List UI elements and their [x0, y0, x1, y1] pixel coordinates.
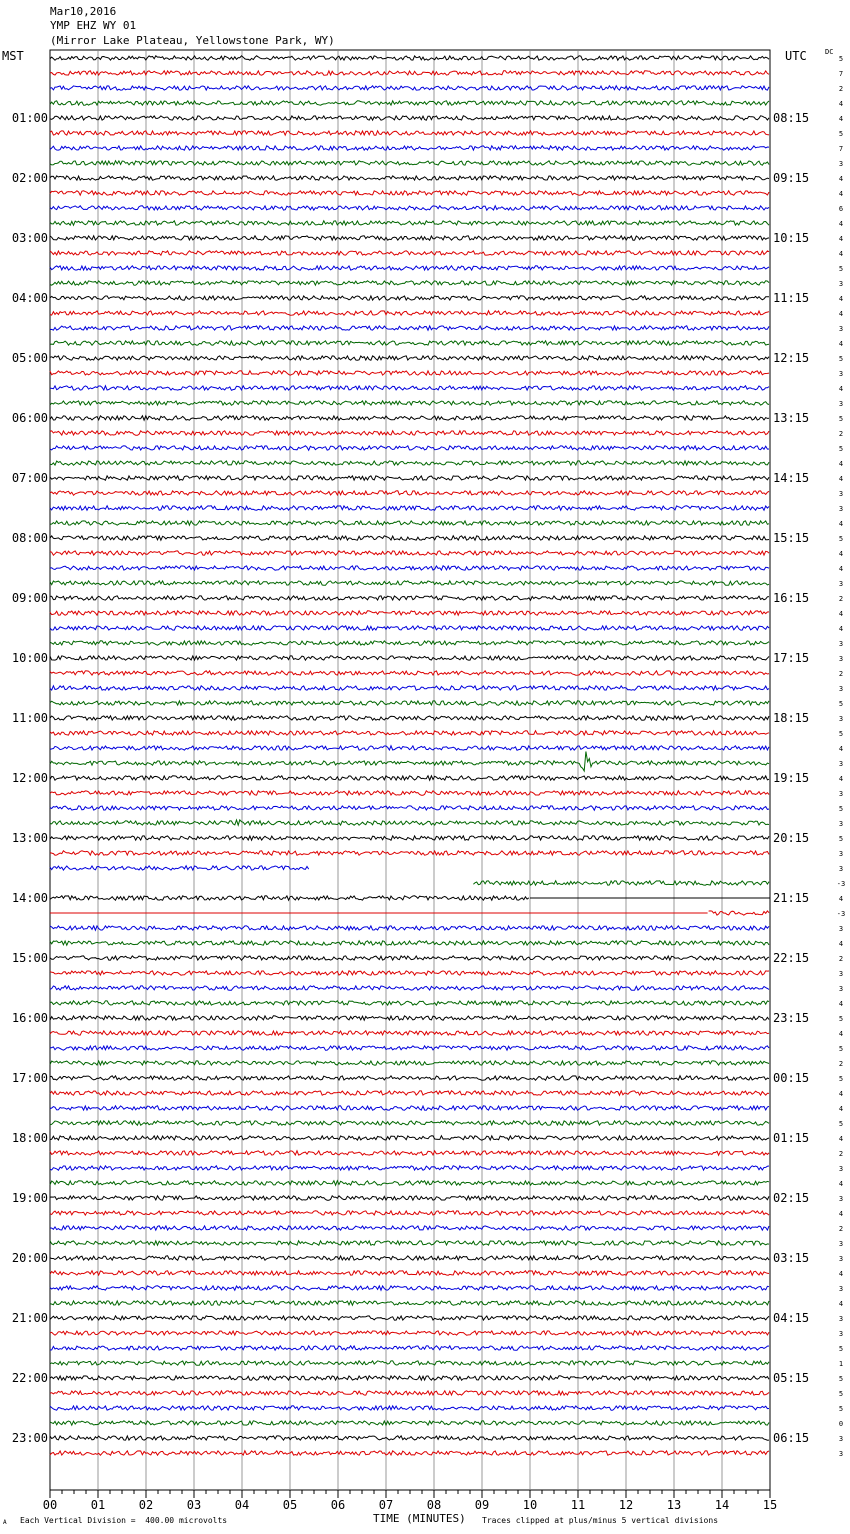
trace-60 — [50, 956, 769, 960]
x-tick-label: 15 — [762, 1498, 778, 1512]
trace-23 — [50, 401, 769, 405]
dc-offset-label: 3 — [838, 1330, 844, 1338]
trace-79 — [50, 1241, 769, 1245]
x-tick-label: 05 — [282, 1498, 298, 1512]
dc-offset-label: 4 — [838, 1000, 844, 1008]
utc-hour-label: 01:15 — [773, 1131, 810, 1145]
utc-hour-label: 09:15 — [773, 171, 810, 185]
trace-49 — [50, 791, 769, 795]
utc-hour-label: 13:15 — [773, 411, 810, 425]
mst-hour-label: 02:00 — [11, 171, 48, 185]
mst-hour-label: 08:00 — [11, 531, 48, 545]
trace-35 — [50, 581, 769, 585]
utc-hour-label: 05:15 — [773, 1371, 810, 1385]
utc-label: UTC — [785, 49, 807, 63]
dc-offset-label: 3 — [838, 985, 844, 993]
trace-75 — [50, 1181, 769, 1185]
dc-offset-label: 2 — [838, 595, 844, 603]
dc-offset-label: 3 — [838, 640, 844, 648]
trace-90 — [50, 1406, 769, 1410]
utc-hour-label: 22:15 — [773, 951, 810, 965]
trace-9 — [50, 191, 769, 195]
dc-offset-label: 3 — [838, 1315, 844, 1323]
utc-hour-label: 23:15 — [773, 1011, 810, 1025]
trace-73 — [50, 1151, 769, 1155]
utc-hour-label: 21:15 — [773, 891, 810, 905]
utc-hour-label: 10:15 — [773, 231, 810, 245]
trace-53 — [50, 851, 769, 855]
trace-13 — [50, 251, 769, 255]
dc-offset-label: 5 — [838, 445, 844, 453]
dc-offset-label: 3 — [838, 970, 844, 978]
trace-42 — [50, 686, 769, 690]
trace-87 — [50, 1361, 769, 1365]
mst-hour-label: 11:00 — [11, 711, 48, 725]
trace-56 — [50, 896, 529, 900]
x-tick-label: 09 — [474, 1498, 490, 1512]
trace-10 — [50, 206, 769, 210]
trace-85 — [50, 1331, 769, 1335]
trace-47 — [50, 752, 769, 772]
trace-93 — [50, 1451, 769, 1455]
trace-45 — [50, 731, 769, 735]
dc-offset-label: 3 — [838, 655, 844, 663]
mst-hour-label: 03:00 — [11, 231, 48, 245]
dc-offset-label: 6 — [838, 205, 844, 213]
dc-offset-label: 4 — [838, 625, 844, 633]
x-tick-label: 07 — [378, 1498, 394, 1512]
corner-mark: A — [3, 1519, 7, 1526]
utc-hour-label: 19:15 — [773, 771, 810, 785]
dc-offset-label: 1 — [838, 1360, 844, 1368]
trace-80 — [50, 1256, 769, 1260]
x-tick-label: 01 — [90, 1498, 106, 1512]
x-tick-label: 14 — [714, 1498, 730, 1512]
trace-81 — [50, 1271, 769, 1275]
utc-hour-label: 06:15 — [773, 1431, 810, 1445]
dc-offset-label: 4 — [838, 475, 844, 483]
trace-66 — [50, 1046, 769, 1050]
mst-hour-label: 17:00 — [11, 1071, 48, 1085]
dc-offset-label: 4 — [838, 175, 844, 183]
trace-31 — [50, 521, 769, 525]
dc-offset-label: 2 — [838, 1225, 844, 1233]
trace-14 — [50, 266, 769, 270]
dc-offset-label: 3 — [838, 1255, 844, 1263]
dc-offset-label: 3 — [838, 760, 844, 768]
dc-offset-label: 5 — [838, 1390, 844, 1398]
dc-offset-label: 5 — [838, 1120, 844, 1128]
dc-offset-label: 5 — [838, 805, 844, 813]
mst-hour-label: 23:00 — [11, 1431, 48, 1445]
trace-2 — [50, 86, 769, 90]
dc-offset-label: 0 — [838, 1420, 844, 1428]
trace-3 — [50, 101, 769, 105]
trace-59 — [50, 941, 769, 945]
dc-offset-label: 3 — [838, 505, 844, 513]
trace-69 — [50, 1091, 769, 1095]
dc-offset-label: 4 — [838, 1300, 844, 1308]
x-tick-label: 02 — [138, 1498, 154, 1512]
trace-64 — [50, 1016, 769, 1020]
trace-74 — [50, 1166, 769, 1170]
x-tick-label: 08 — [426, 1498, 442, 1512]
trace-51 — [50, 820, 769, 825]
trace-82 — [50, 1286, 769, 1290]
dc-offset-label: 4 — [838, 610, 844, 618]
trace-58 — [50, 926, 769, 930]
mst-hour-label: 06:00 — [11, 411, 48, 425]
trace-29 — [50, 491, 769, 495]
dc-offset-label: 5 — [838, 1075, 844, 1083]
trace-28 — [50, 476, 769, 480]
trace-57 — [709, 911, 769, 915]
trace-24 — [50, 416, 769, 420]
dc-offset-label: 5 — [838, 130, 844, 138]
x-axis-label: TIME (MINUTES) — [373, 1512, 466, 1525]
trace-6 — [50, 146, 769, 150]
dc-offset-label: 5 — [838, 535, 844, 543]
dc-offset-label: 4 — [838, 775, 844, 783]
dc-offset-label: 7 — [838, 70, 844, 78]
trace-83 — [50, 1301, 769, 1305]
utc-hour-label: 00:15 — [773, 1071, 810, 1085]
trace-63 — [50, 1001, 769, 1005]
dc-offset-label: 4 — [838, 115, 844, 123]
dc-offset-label: 4 — [838, 310, 844, 318]
trace-39 — [50, 641, 769, 645]
dc-offset-label: 3 — [838, 325, 844, 333]
dc-offset-label: 4 — [838, 565, 844, 573]
mst-hour-label: 22:00 — [11, 1371, 48, 1385]
x-tick-label: 00 — [42, 1498, 58, 1512]
dc-offset-label: 5 — [838, 835, 844, 843]
trace-25 — [50, 431, 769, 435]
trace-70 — [50, 1106, 769, 1110]
utc-hour-label: 15:15 — [773, 531, 810, 545]
dc-offset-label: 4 — [838, 1135, 844, 1143]
trace-38 — [50, 626, 769, 630]
header-date: Mar10,2016 — [50, 5, 117, 18]
dc-offset-label: 3 — [838, 1240, 844, 1248]
mst-hour-label: 07:00 — [11, 471, 48, 485]
trace-36 — [50, 596, 769, 600]
dc-offset-label: 5 — [838, 1345, 844, 1353]
dc-offset-label: 4 — [838, 220, 844, 228]
dc-offset-label: 4 — [838, 100, 844, 108]
dc-offset-label: 4 — [838, 295, 844, 303]
dc-offset-label: 2 — [838, 85, 844, 93]
trace-11 — [50, 221, 769, 225]
trace-7 — [50, 161, 769, 165]
trace-22 — [50, 386, 769, 390]
trace-48 — [50, 776, 769, 780]
trace-16 — [50, 296, 769, 300]
x-tick-label: 11 — [570, 1498, 586, 1512]
dc-offset-label: 4 — [838, 940, 844, 948]
mst-label: MST — [2, 49, 24, 63]
trace-18 — [50, 326, 769, 330]
dc-offset-label: 3 — [838, 925, 844, 933]
dc-offset-label: 2 — [838, 1150, 844, 1158]
trace-19 — [50, 341, 769, 345]
trace-26 — [50, 446, 769, 450]
trace-52 — [50, 836, 769, 840]
dc-offset-label: 3 — [838, 1165, 844, 1173]
dc-offset-label: 4 — [838, 1210, 844, 1218]
utc-hour-label: 12:15 — [773, 351, 810, 365]
trace-33 — [50, 551, 769, 555]
dc-offset-label: -3 — [836, 910, 846, 918]
utc-hour-label: 20:15 — [773, 831, 810, 845]
trace-15 — [50, 281, 769, 285]
x-tick-label: 10 — [522, 1498, 538, 1512]
trace-46 — [50, 746, 769, 750]
trace-55 — [473, 881, 769, 885]
x-tick-label: 04 — [234, 1498, 250, 1512]
mst-hour-label: 05:00 — [11, 351, 48, 365]
trace-54 — [50, 866, 309, 870]
dc-offset-label: 4 — [838, 235, 844, 243]
mst-hour-label: 10:00 — [11, 651, 48, 665]
x-tick-label: 03 — [186, 1498, 202, 1512]
dc-offset-label: 4 — [838, 385, 844, 393]
trace-43 — [50, 701, 769, 705]
dc-offset-label: 2 — [838, 430, 844, 438]
dc-offset-label: 3 — [838, 1195, 844, 1203]
dc-offset-label: 4 — [838, 190, 844, 198]
trace-68 — [50, 1076, 769, 1080]
scale-note: Each Vertical Division = 400.00 microvolts — [20, 1516, 228, 1525]
dc-offset-label: 4 — [838, 550, 844, 558]
dc-offset-label: 4 — [838, 1090, 844, 1098]
utc-hour-label: 08:15 — [773, 111, 810, 125]
header-station: YMP EHZ WY 01 — [50, 19, 137, 32]
mst-hour-label: 20:00 — [11, 1251, 48, 1265]
trace-61 — [50, 971, 769, 975]
trace-67 — [50, 1061, 769, 1065]
dc-offset-label: 4 — [838, 340, 844, 348]
trace-21 — [50, 371, 769, 375]
dc-offset-label: 3 — [838, 820, 844, 828]
trace-62 — [50, 986, 769, 990]
dc-offset-label: 2 — [838, 670, 844, 678]
dc-offset-label: 5 — [838, 1015, 844, 1023]
dc-label: DC — [825, 48, 834, 56]
mst-hour-label: 09:00 — [11, 591, 48, 605]
trace-34 — [50, 566, 769, 570]
dc-offset-label: 3 — [838, 685, 844, 693]
mst-hour-label: 16:00 — [11, 1011, 48, 1025]
dc-offset-label: 3 — [838, 490, 844, 498]
trace-84 — [50, 1316, 769, 1320]
dc-offset-label: 3 — [838, 280, 844, 288]
dc-offset-label: 4 — [838, 895, 844, 903]
trace-77 — [50, 1211, 769, 1215]
trace-50 — [50, 806, 769, 810]
dc-offset-label: 3 — [838, 850, 844, 858]
trace-78 — [50, 1226, 769, 1230]
dc-offset-label: 5 — [838, 700, 844, 708]
mst-hour-label: 01:00 — [11, 111, 48, 125]
dc-offset-label: 4 — [838, 745, 844, 753]
trace-65 — [50, 1031, 769, 1035]
trace-12 — [50, 236, 769, 240]
mst-hour-label: 14:00 — [11, 891, 48, 905]
utc-hour-label: 11:15 — [773, 291, 810, 305]
dc-offset-label: 2 — [838, 955, 844, 963]
utc-hour-label: 02:15 — [773, 1191, 810, 1205]
x-tick-label: 06 — [330, 1498, 346, 1512]
dc-offset-label: 4 — [838, 1030, 844, 1038]
dc-offset-label: 5 — [838, 265, 844, 273]
trace-17 — [50, 311, 769, 315]
dc-offset-label: 3 — [838, 865, 844, 873]
dc-offset-label: 4 — [838, 460, 844, 468]
trace-27 — [50, 461, 769, 465]
trace-72 — [50, 1136, 769, 1140]
mst-hour-label: 12:00 — [11, 771, 48, 785]
trace-71 — [50, 1121, 769, 1125]
mst-hour-label: 18:00 — [11, 1131, 48, 1145]
trace-8 — [50, 176, 769, 180]
dc-offset-label: 4 — [838, 1270, 844, 1278]
trace-37 — [50, 611, 769, 615]
trace-88 — [50, 1376, 769, 1380]
trace-92 — [50, 1436, 769, 1440]
x-tick-label: 12 — [618, 1498, 634, 1512]
trace-30 — [50, 506, 769, 510]
trace-1 — [50, 71, 769, 75]
utc-hour-label: 17:15 — [773, 651, 810, 665]
utc-hour-label: 04:15 — [773, 1311, 810, 1325]
trace-76 — [50, 1196, 769, 1200]
dc-offset-label: 3 — [838, 400, 844, 408]
mst-hour-label: 13:00 — [11, 831, 48, 845]
trace-5 — [50, 131, 769, 135]
trace-41 — [50, 671, 769, 675]
dc-offset-label: 3 — [838, 580, 844, 588]
dc-offset-label: 3 — [838, 1285, 844, 1293]
dc-offset-label: 3 — [838, 1435, 844, 1443]
dc-offset-label: 3 — [838, 160, 844, 168]
trace-4 — [50, 116, 769, 120]
clip-note: Traces clipped at plus/minus 5 vertical divisions — [482, 1516, 719, 1525]
header-location: (Mirror Lake Plateau, Yellowstone Park, WY) — [50, 34, 335, 47]
dc-offset-label: 5 — [838, 1405, 844, 1413]
dc-offset-label: 4 — [838, 250, 844, 258]
dc-offset-label: 3 — [838, 715, 844, 723]
dc-offset-label: -3 — [836, 880, 846, 888]
dc-offset-label: 5 — [838, 55, 844, 63]
x-tick-label: 13 — [666, 1498, 682, 1512]
trace-40 — [50, 656, 769, 660]
trace-89 — [50, 1391, 769, 1395]
trace-0 — [50, 56, 769, 60]
dc-offset-label: 4 — [838, 520, 844, 528]
dc-offset-label: 5 — [838, 730, 844, 738]
dc-offset-label: 5 — [838, 1375, 844, 1383]
utc-hour-label: 03:15 — [773, 1251, 810, 1265]
dc-offset-label: 3 — [838, 790, 844, 798]
dc-offset-label: 2 — [838, 1060, 844, 1068]
trace-91 — [50, 1421, 769, 1425]
utc-hour-label: 16:15 — [773, 591, 810, 605]
dc-offset-label: 5 — [838, 355, 844, 363]
trace-32 — [50, 536, 769, 540]
dc-offset-label: 5 — [838, 1045, 844, 1053]
dc-offset-label: 4 — [838, 1180, 844, 1188]
mst-hour-label: 04:00 — [11, 291, 48, 305]
dc-offset-label: 3 — [838, 1450, 844, 1458]
dc-offset-label: 5 — [838, 415, 844, 423]
utc-hour-label: 14:15 — [773, 471, 810, 485]
mst-hour-label: 15:00 — [11, 951, 48, 965]
dc-offset-label: 4 — [838, 1105, 844, 1113]
dc-offset-label: 7 — [838, 145, 844, 153]
mst-hour-label: 21:00 — [11, 1311, 48, 1325]
trace-44 — [50, 716, 769, 720]
utc-hour-label: 18:15 — [773, 711, 810, 725]
trace-20 — [50, 356, 769, 360]
dc-offset-label: 3 — [838, 370, 844, 378]
mst-hour-label: 19:00 — [11, 1191, 48, 1205]
trace-86 — [50, 1346, 769, 1350]
